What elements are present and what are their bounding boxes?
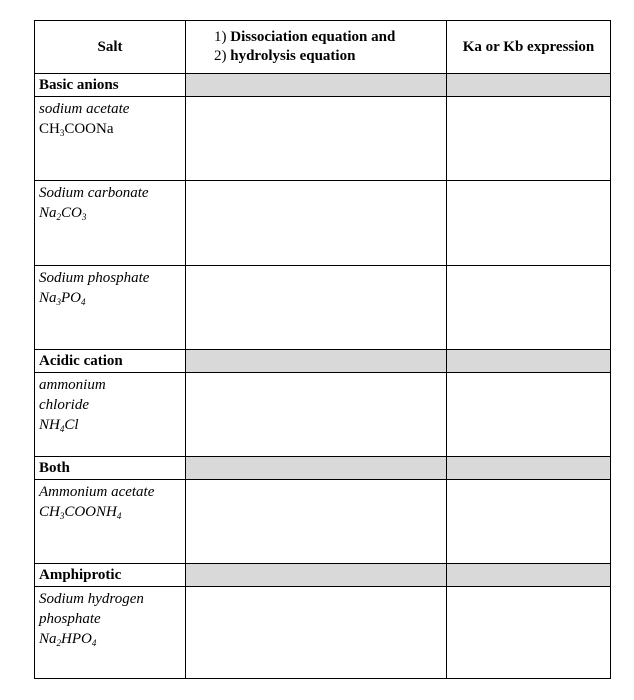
section-shade [186,564,447,587]
section-label-acidic: Acidic cation [35,350,186,373]
table-row-ammonium-chloride [35,373,611,457]
salt-cell [35,480,186,564]
formula-part: CH [39,504,60,520]
salt-name-line2: phosphate [39,611,101,627]
formula-part: HPO [61,631,92,647]
formula-part: CO [61,205,82,221]
formula-subscript: 3 [56,297,62,307]
k-expression-cell[interactable] [447,266,611,350]
salt-name: Sodium carbonate [39,185,149,201]
k-expression-cell[interactable] [447,97,611,181]
salt-cell [35,181,186,266]
equation-cell[interactable] [186,266,447,350]
table-row-sodium-phosphate [35,266,611,350]
equation-cell[interactable] [186,373,447,457]
equation-cell[interactable] [186,480,447,564]
header-equations [186,21,447,74]
section-shade [186,350,447,373]
equation-cell[interactable] [186,587,447,679]
section-shade [447,564,611,587]
section-label-both: Both [35,457,186,480]
table-row-sodium-carbonate [35,181,611,266]
header-equation-line2 [214,47,446,66]
formula-subscript: 4 [81,297,86,307]
formula-part: COONa [64,121,114,137]
table-row-ammonium-acetate [35,480,611,564]
header-equation-line1 [214,28,446,47]
formula-subscript: 4 [116,511,122,521]
salt-cell [35,373,186,457]
section-row-acidic [35,350,611,373]
header-equation-text2: hydrolysis equation [230,48,356,64]
formula-part: CH [39,121,60,137]
section-shade [447,74,611,97]
salt-cell [35,587,186,679]
k-expression-cell[interactable] [447,587,611,679]
table-row-sodium-hydrogen-phosphate [35,587,611,679]
header-equation-num2: 2) [214,48,231,64]
k-expression-cell[interactable] [447,480,611,564]
header-k-expression: Ka or Kb expression [447,21,611,74]
k-expression-cell[interactable] [447,373,611,457]
salt-name-line2: chloride [39,397,89,413]
formula-subscript: 3 [59,128,65,138]
section-shade [447,350,611,373]
formula-part: Cl [64,417,79,433]
section-shade [186,457,447,480]
formula-part: PO [61,290,82,306]
salt-name: sodium acetate [39,101,130,117]
header-row [35,21,611,74]
section-shade [447,457,611,480]
formula-part: Na [39,290,57,306]
section-row-amphiprotic [35,564,611,587]
formula-subscript: 2 [56,212,62,222]
salt-name-line1: ammonium [39,377,106,393]
formula-subscript: 4 [91,638,97,648]
table-row-sodium-acetate [35,97,611,181]
k-expression-cell[interactable] [447,181,611,266]
section-label-amphiprotic: Amphiprotic [35,564,186,587]
salt-formula [39,288,183,308]
header-equation-text1: Dissociation equation and [230,29,396,45]
salt-cell [35,266,186,350]
salt-hydrolysis-table [34,20,611,679]
salt-formula [39,119,183,139]
formula-part: Na [39,631,57,647]
salt-formula [39,629,183,649]
formula-subscript: 3 [81,212,87,222]
salt-cell [35,97,186,181]
salt-name: Ammonium acetate [39,484,155,500]
equation-cell[interactable] [186,181,447,266]
salt-formula [39,502,183,522]
equation-cell[interactable] [186,97,447,181]
salt-name-line1: Sodium hydrogen [39,591,144,607]
formula-part: Na [39,205,57,221]
formula-part: COONH [64,504,117,520]
formula-part: NH [39,417,60,433]
formula-subscript: 2 [56,638,62,648]
section-shade [186,74,447,97]
section-row-both [35,457,611,480]
section-row-basic [35,74,611,97]
formula-subscript: 4 [59,424,65,434]
salt-formula [39,203,183,223]
header-salt: Salt [35,21,186,74]
salt-name: Sodium phosphate [39,270,150,286]
header-equation-num1: 1) [214,29,231,45]
salt-formula [39,415,183,435]
section-label-basic: Basic anions [35,74,186,97]
formula-subscript: 3 [59,511,65,521]
